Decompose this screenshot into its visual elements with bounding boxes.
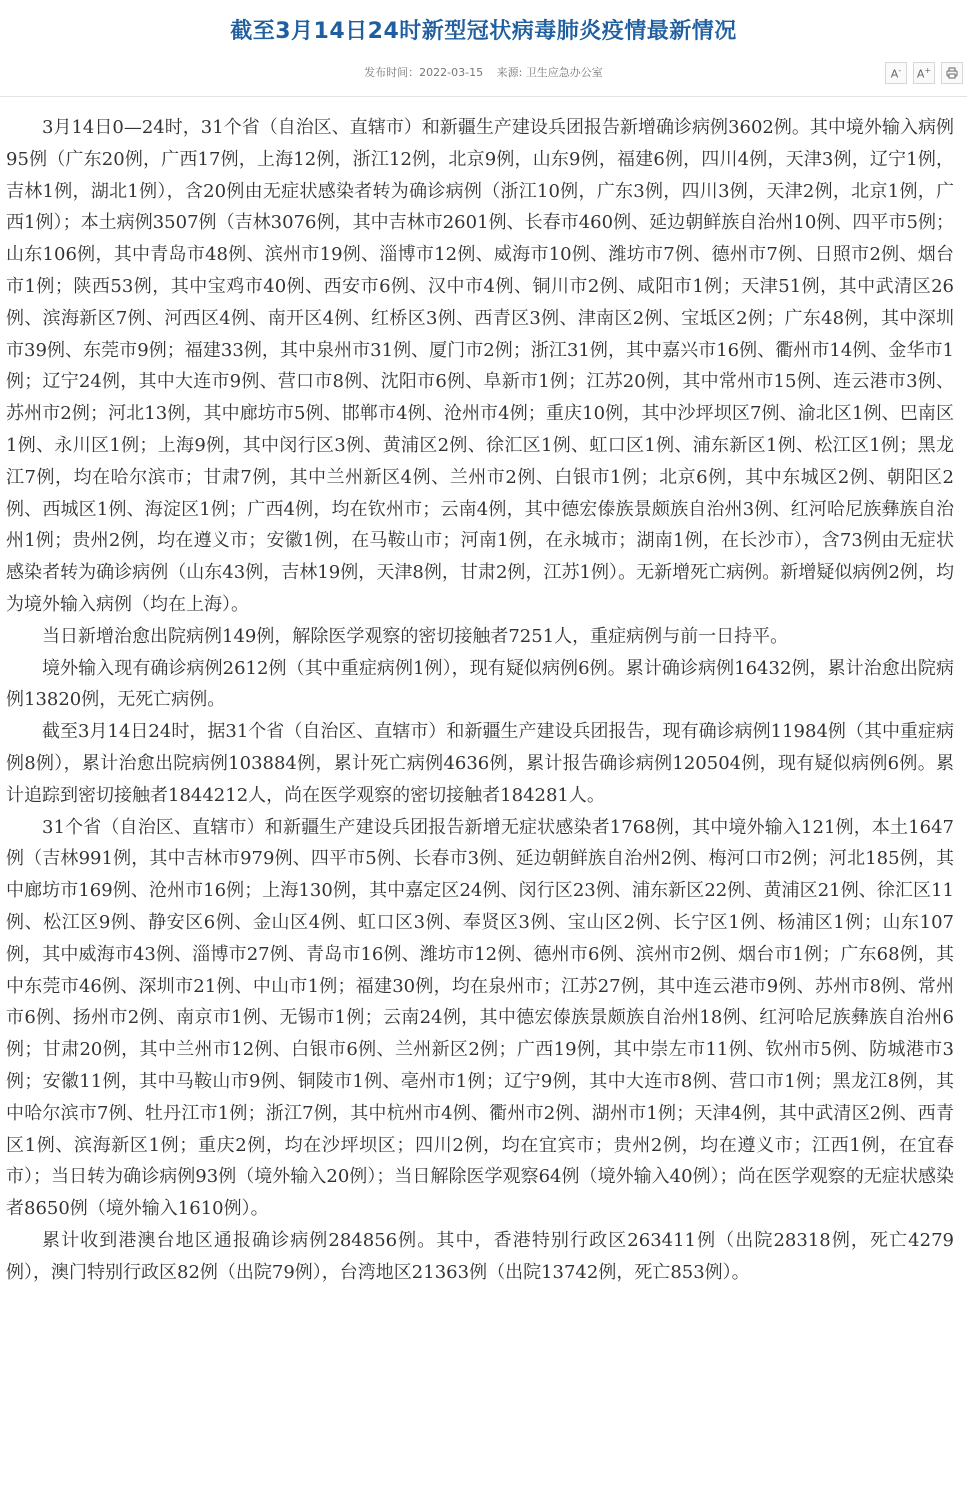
font-increase-icon: A+ <box>916 65 932 81</box>
font-decrease-icon: A- <box>890 65 902 81</box>
font-increase-button[interactable] <box>913 62 935 84</box>
paragraph-asymptomatic: 31个省（自治区、直辖市）和新疆生产建设兵团报告新增无症状感染者1768例，其中境外输入121例，本土1647例（吉林991例，其中吉林市979例、四平市5例、长春市3例、延边朝鲜族自治州2例、梅河口市2例；河北185例，其中廊坊市169例、沧州市16例；上海130例，其中嘉定区24例、闵行区23例、浦东新区22例、黄浦区21例、徐汇区11例、松江区9例、静安区6例、金山区4例、虹口区3例、奉贤区3例、宝山区2例、长宁区1例、杨浦区1例；山东107例，其中威海市43例、淄博市27例、青岛市16例、潍坊市12例、德州市6例、滨州市2例、烟台市1例；广东68例，其中东莞市46例、深圳市21例、中山市1例；福建30例，均在泉州市；江苏27例，其中连云港市9例、苏州市8例、常州市6例、扬州市2例、南京市1例、无锡市1例；云南24例，其中德宏傣族景颇族自治州18例、红河哈尼族彝族自治州6例；甘肃20例，其中兰州市12例、白银市6例、兰州新区2例；广西19例，其中崇左市11例、钦州市5例、防城港市3例；安徽11例，其中马鞍山市9例、铜陵市1例、亳州市1例；辽宁9例，其中大连市8例、营口市1例；黑龙江8例，其中哈尔滨市7例、牡丹江市1例；浙江7例，其中杭州市4例、衢州市2例、湖州市1例；天津4例，其中武清区2例、西青区1例、滨海新区1例；重庆2例，均在沙坪坝区；四川2例，均在宜宾市；贵州2例，均在遵义市；江西1例，在宜春市）；当日转为确诊病例93例（境外输入20例）；当日解除医学观察64例（境外输入40例）；尚在医学观察的无症状感染者8650例（境外输入1610例）。 <box>6 816 954 1220</box>
article-meta <box>0 64 967 80</box>
paragraph-hk-macao-taiwan: 累计收到港澳台地区通报确诊病例284856例。其中，香港特别行政区263411例（出院28318例，死亡4279例），澳门特别行政区82例（出院79例），台湾地区21363例（出院13742例，死亡853例）。 <box>6 1229 954 1283</box>
header-divider <box>0 96 967 97</box>
publish-info <box>364 66 483 79</box>
source-label: 来源: <box>496 66 526 79</box>
printer-icon <box>946 67 958 79</box>
font-decrease-button[interactable] <box>885 62 907 84</box>
article-toolbar <box>885 62 963 84</box>
article-body <box>6 112 954 1288</box>
paragraph-cumulative-totals: 截至3月14日24时，据31个省（自治区、直辖市）和新疆生产建设兵团报告，现有确诊病例11984例（其中重症病例8例），累计治愈出院病例103884例，累计死亡病例4636例，累计报告确诊病例120504例，现有疑似病例6例。累计追踪到密切接触者1844212人，尚在医学观察的密切接触者184281人。 <box>6 721 954 806</box>
publish-date: 2022-03-15 <box>419 66 484 79</box>
paragraph-confirmed-cases: 3月14日0—24时，31个省（自治区、直辖市）和新疆生产建设兵团报告新增确诊病例3602例。其中境外输入病例95例（广东20例，广西17例，上海12例，浙江12例，北京9例，山东9例，福建6例，四川4例，天津3例，辽宁1例，吉林1例，湖北1例），含20例由无症状感染者转为确诊病例（浙江10例，广东3例，四川3例，天津2例，北京1例，广西1例）；本土病例3507例（吉林3076例，其中吉林市2601例、长春市460例、延边朝鲜族自治州10例、四平市5例；山东106例，其中青岛市48例、滨州市19例、淄博市12例、威海市10例、潍坊市7例、德州市7例、日照市2例、烟台市1例；陕西53例，其中宝鸡市40例、西安市6例、汉中市4例、铜川市2例、咸阳市1例；天津51例，其中武清区26例、滨海新区7例、河西区4例、南开区4例、红桥区3例、西青区3例、津南区2例、宝坻区2例；广东48例，其中深圳市39例、东莞市9例；福建33例，其中泉州市31例、厦门市2例；浙江31例，其中嘉兴市16例、衢州市14例、金华市1例；辽宁24例，其中大连市9例、营口市8例、沈阳市6例、阜新市1例；江苏20例，其中常州市15例、连云港市3例、苏州市2例；河北13例，其中廊坊市5例、邯郸市4例、沧州市4例；重庆10例，其中沙坪坝区7例、渝北区1例、巴南区1例、永川区1例；上海9例，其中闵行区3例、黄浦区2例、徐汇区1例、虹口区1例、浦东新区1例、松江区1例；黑龙江7例，均在哈尔滨市；甘肃7例，其中兰州新区4例、兰州市2例、白银市1例；北京6例，其中东城区2例、朝阳区2例、西城区1例、海淀区1例；广西4例，均在钦州市；云南4例，其中德宏傣族景颇族自治州3例、红河哈尼族彝族自治州1例；贵州2例，均在遵义市；安徽1例，在马鞍山市；河南1例，在永城市；湖南1例，在长沙市），含73例由无症状感染者转为确诊病例（山东43例，吉林19例，天津8例，甘肃2例，江苏1例）。无新增死亡病例。新增疑似病例2例，均为境外输入病例（均在上海）。 <box>6 117 955 615</box>
print-button[interactable] <box>941 62 963 84</box>
source-info <box>497 66 603 79</box>
source-name: 卫生应急办公室 <box>525 66 603 79</box>
paragraph-imported-cases: 境外输入现有确诊病例2612例（其中重症病例1例），现有疑似病例6例。累计确诊病例16432例，累计治愈出院病例13820例，无死亡病例。 <box>6 657 954 711</box>
publish-label: 发布时间： <box>364 66 420 79</box>
paragraph-recoveries: 当日新增治愈出院病例149例，解除医学观察的密切接触者7251人，重症病例与前一日持平。 <box>42 625 789 647</box>
page-title: 截至3月14日24时新型冠状病毒肺炎疫情最新情况 <box>230 19 737 44</box>
